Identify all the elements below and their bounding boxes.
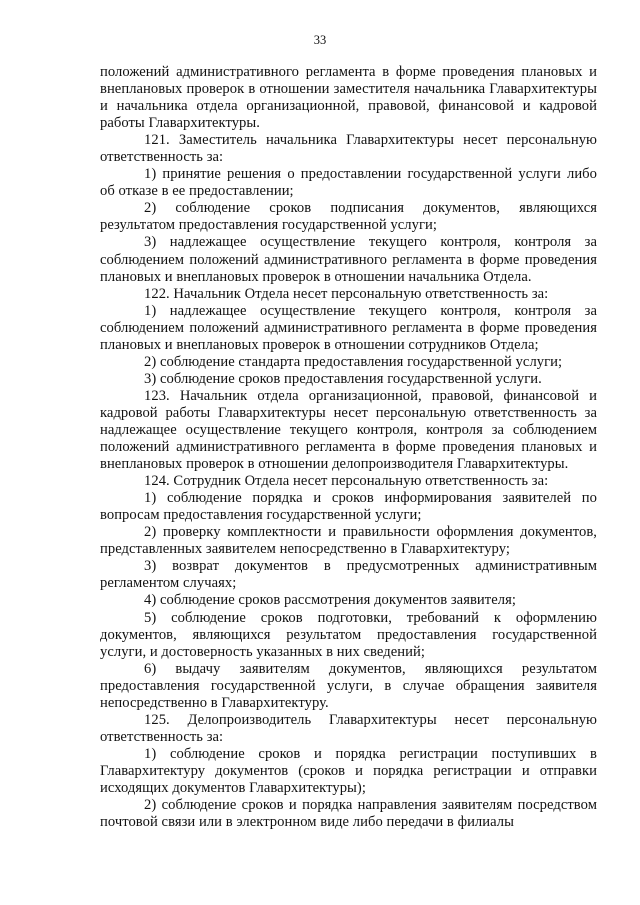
paragraph-124-item-5: 5) соблюдение сроков подготовки, требований к оформлению документов, являющихся результатом предоставления государственной услуги, и достоверность указанных в них сведений; xyxy=(100,609,597,660)
paragraph-124-item-1: 1) соблюдение порядка и сроков информирования заявителей по вопросам предоставления государственной услуги; xyxy=(100,490,597,524)
paragraph-121-item-3: 3) надлежащее осуществление текущего контроля, контроля за соблюдением положений административного регламента в форме проведения плановых и внеплановых проверок в отношении начальника Отдела. xyxy=(100,234,597,285)
paragraph-123: 123. Начальник отдела организационной, правовой, финансовой и кадровой работы Главархитектуры несет персональную ответственность за надлежащее осуществление текущего контроля, контроля за соблюдением положений административного регламента в форме проведения плановых и внеплановых проверок в отношении делопроизводителя Главархитектуры. xyxy=(100,387,597,473)
paragraph-124-item-2: 2) проверку комплектности и правильности оформления документов, представленных заявителем непосредственно в Главархитектуру; xyxy=(100,524,597,558)
paragraph-125-item-2: 2) соблюдение сроков и порядка направления заявителям посредством почтовой связи или в электронном виде либо передачи в филиалы xyxy=(100,797,597,831)
paragraph-124-item-3: 3) возврат документов в предусмотренных административным регламентом случаях; xyxy=(100,558,597,592)
paragraph-121-item-1: 1) принятие решения о предоставлении государственной услуги либо об отказе в ее предоставлении; xyxy=(100,166,597,200)
paragraph-122-item-3: 3) соблюдение сроков предоставления государственной услуги. xyxy=(144,370,542,387)
paragraph-121-item-2: 2) соблюдение сроков подписания документов, являющихся результатом предоставления государственной услуги; xyxy=(100,200,597,234)
paragraph-122-item-2: 2) соблюдение стандарта предоставления государственной услуги; xyxy=(144,353,563,370)
page-number: 33 xyxy=(313,33,327,47)
paragraph-124: 124. Сотрудник Отдела несет персональную ответственность за: xyxy=(144,473,549,490)
paragraph-121: 121. Заместитель начальника Главархитектуры несет персональную ответственность за: xyxy=(100,132,597,166)
paragraph-122: 122. Начальник Отдела несет персональную ответственность за: xyxy=(144,285,549,302)
paragraph-continuation: положений административного регламента в форме проведения плановых и внеплановых проверок в отношении заместителя начальника Главархитектуры и начальника отдела организационной, правовой, финансовой и кадровой работы Главархитектуры. xyxy=(100,64,597,132)
paragraph-125-item-1: 1) соблюдение сроков и порядка регистрации поступивших в Главархитектуру документов (сроков и порядка регистрации и отправки исходящих документов Главархитектуры); xyxy=(100,745,597,796)
paragraph-124-item-6: 6) выдачу заявителям документов, являющихся результатом предоставления государственной услуги, в случае обращения заявителя непосредственно в Главархитектуру. xyxy=(100,660,597,711)
document-body xyxy=(100,64,597,831)
paragraph-125: 125. Делопроизводитель Главархитектуры несет персональную ответственность за: xyxy=(100,711,597,745)
paragraph-124-item-4: 4) соблюдение сроков рассмотрения документов заявителя; xyxy=(144,592,516,609)
paragraph-122-item-1: 1) надлежащее осуществление текущего контроля, контроля за соблюдением положений административного регламента в форме проведения плановых и внеплановых проверок в отношении сотрудников Отдела; xyxy=(100,302,597,353)
